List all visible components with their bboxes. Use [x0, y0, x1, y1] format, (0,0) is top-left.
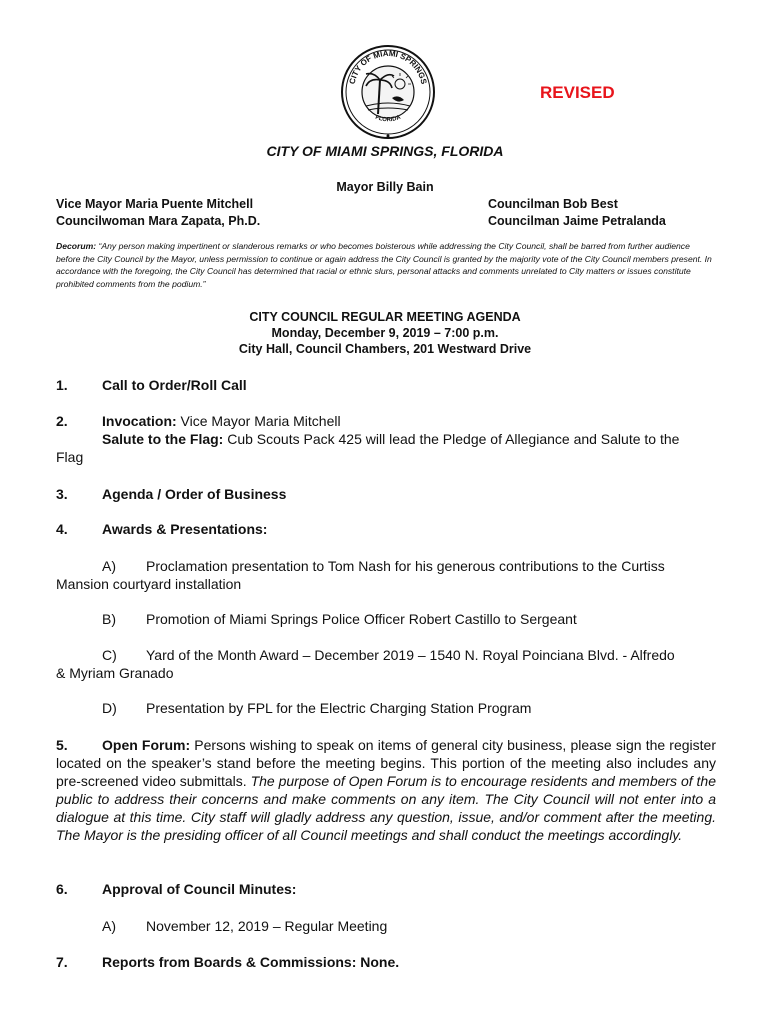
meeting-location: City Hall, Council Chambers, 201 Westward Drive — [238, 342, 532, 356]
open-forum-text: Persons wishing to speak on items of general city business, please sign the register located on the speaker’s stand before the meeting begins. This portion of the meeting also includes any pre-screened video submittals. — [56, 737, 716, 789]
sub-text: Proclamation presentation to Tom Nash for his generous contributions to the Curtiss — [146, 558, 665, 574]
sub-text: November 12, 2019 – Regular Meeting — [146, 918, 388, 934]
sub-label: A) — [102, 558, 116, 574]
item-title: Agenda / Order of Business — [102, 486, 287, 502]
item-number: 5. — [56, 737, 68, 753]
councilman-petralanda: Councilman Jaime Petralanda — [488, 214, 666, 228]
item-number: 3. — [56, 486, 68, 502]
agenda-item-4 — [56, 520, 716, 538]
sub-item-4d — [56, 699, 716, 717]
item-title: Call to Order/Roll Call — [102, 377, 247, 393]
revised-stamp: REVISED — [540, 83, 615, 102]
sub-text: Promotion of Miami Springs Police Officer Robert Castillo to Sergeant — [146, 611, 577, 627]
item-number: 2. — [56, 413, 68, 429]
sub-item-4a — [56, 557, 716, 593]
sub-label: D) — [102, 700, 117, 716]
decorum-notice — [56, 240, 716, 290]
agenda-item-7 — [56, 953, 716, 971]
salute-text-cont: Flag — [56, 449, 84, 465]
sub-text: Presentation by FPL for the Electric Charging Station Program — [146, 700, 532, 716]
city-seal-logo — [340, 40, 436, 144]
council-left — [56, 196, 260, 230]
seal-name-text: CITY OF MIAMI SPRINGS — [347, 48, 429, 85]
agenda-item-3 — [56, 485, 716, 503]
city-title: CITY OF MIAMI SPRINGS, FLORIDA — [266, 143, 504, 159]
agenda-item-6 — [56, 880, 716, 898]
sub-item-6a — [56, 917, 716, 935]
sub-label: B) — [102, 611, 116, 627]
sub-label: C) — [102, 647, 117, 663]
sub-item-4b — [56, 610, 716, 628]
salute-label: Salute to the Flag: — [102, 431, 224, 447]
invocation-text: Vice Mayor Maria Mitchell — [176, 413, 341, 429]
decorum-text: “Any person making impertinent or slanderous remarks or who becomes boisterous while addressing the City Council, shall be barred from further audience before the City Council by the Mayor, unless permission to continue or again address the City Council is granted by the majority vote of the City Council members present. In accordance with the foregoing, the City Council has determined that racial or ethnic slurs, personal attacks and comments unrelated to City matters or issues constitute prohibited comments from the podium.” — [56, 241, 712, 289]
item-number: 6. — [56, 881, 68, 897]
meeting-datetime: Monday, December 9, 2019 – 7:00 p.m. — [271, 326, 499, 340]
item-number: 4. — [56, 521, 68, 537]
agenda-item-5 — [56, 736, 716, 844]
sub-item-4c — [56, 646, 716, 682]
open-forum-label: Open Forum: — [102, 737, 191, 753]
mayor-name: Mayor Billy Bain — [336, 180, 434, 194]
sub-text-cont: & Myriam Granado — [56, 665, 174, 681]
councilwoman: Councilwoman Mara Zapata, Ph.D. — [56, 214, 261, 228]
vice-mayor: Vice Mayor Maria Puente Mitchell — [56, 197, 254, 211]
item-number: 7. — [56, 954, 68, 970]
salute-text: Cub Scouts Pack 425 will lead the Pledge of Allegiance and Salute to the — [223, 431, 680, 447]
item-title: Approval of Council Minutes: — [102, 881, 297, 897]
decorum-label: Decorum: — [56, 241, 97, 251]
agenda-item-1 — [56, 376, 716, 394]
agenda-header — [0, 309, 770, 357]
item-title: Reports from Boards & Commissions: None. — [102, 954, 400, 970]
sub-label: A) — [102, 918, 116, 934]
agenda-title: CITY COUNCIL REGULAR MEETING AGENDA — [249, 310, 521, 324]
sub-text: Yard of the Month Award – December 2019 – 1540 N. Royal Poinciana Blvd. - Alfredo — [146, 647, 675, 663]
open-forum-purpose: The purpose of Open Forum is to encourage residents and members of the public to address their concerns and make comments on any item. The City Council will not enter into a dialogue at this time. City staff will gladly address any question, issue, and/or comment after the meeting. The Mayor is the presiding officer of all Council meetings and shall conduct the meetings accordingly. — [56, 773, 716, 843]
sub-text-cont: Mansion courtyard installation — [56, 576, 242, 592]
agenda-item-2 — [56, 412, 716, 466]
invocation-label: Invocation: — [102, 413, 177, 429]
item-number: 1. — [56, 377, 68, 393]
council-right — [488, 196, 666, 230]
seal-state-text: FLORIDA — [374, 114, 402, 124]
councilman-best: Councilman Bob Best — [488, 197, 618, 211]
item-title: Awards & Presentations: — [102, 521, 268, 537]
